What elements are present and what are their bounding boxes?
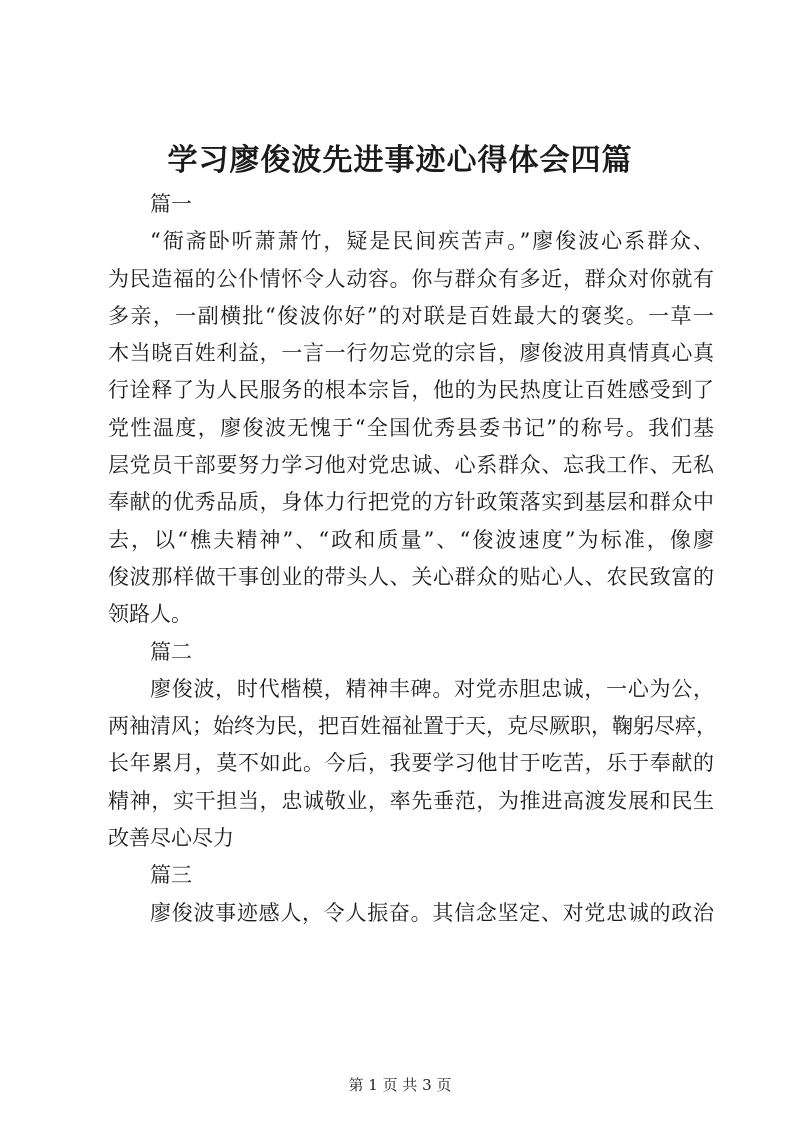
body-line: 奉献的优秀品质，身体力行把党的方针政策落实到基层和群众中 [108,490,714,515]
body-line: 精神，实干担当，忠诚敬业，率先垂范，为推进高渡发展和民生 [108,788,714,813]
body-line: 去，以“樵夫精神”、“政和质量”、“俊波速度”为标准，像廖 [108,527,714,552]
body-line: 木当晓百姓利益，一言一行勿忘党的宗旨，廖俊波用真情真心真 [108,341,714,366]
body-line: 廖俊波事迹感人，令人振奋。其信念坚定、对党忠诚的政治 [150,900,714,925]
section-heading: 篇二 [150,639,192,664]
body-line: 俊波那样做干事创业的带头人、关心群众的贴心人、农民致富的 [108,564,714,589]
section-heading: 篇三 [150,863,192,888]
section-heading: 篇一 [150,192,192,216]
document-body [108,186,717,932]
body-line: 长年累月，莫不如此。今后，我要学习他甘于吃苦，乐于奉献的 [108,751,714,776]
body-line: 两袖清风；始终为民，把百姓福祉置于天，克尽厥职，鞠躬尽瘁， [108,714,717,739]
body-line: 改善尽心尽力 [108,826,234,851]
body-line: 党性温度，廖俊波无愧于“全国优秀县委书记”的称号。我们基 [108,415,714,440]
page-footer: 第 1 页 共 3 页 [348,1076,452,1094]
body-line: “衙斋卧听萧萧竹，疑是民间疾苦声。”廖俊波心系群众、 [150,229,714,254]
body-line: 行诠释了为人民服务的根本宗旨，他的为民热度让百姓感受到了 [108,378,714,403]
body-line: 为民造福的公仆情怀令人动容。你与群众有多近，群众对你就有 [108,266,714,291]
document-title: 学习廖俊波先进事迹心得体会四篇 [167,143,633,178]
body-line: 领路人。 [108,602,192,627]
body-line: 廖俊波，时代楷模，精神丰碑。对党赤胆忠诚，一心为公， [150,676,714,701]
body-line: 多亲，一副横批“俊波你好”的对联是百姓最大的褒奖。一草一 [108,303,714,328]
body-line: 层党员干部要努力学习他对党忠诚、心系群众、忘我工作、无私 [108,453,714,478]
